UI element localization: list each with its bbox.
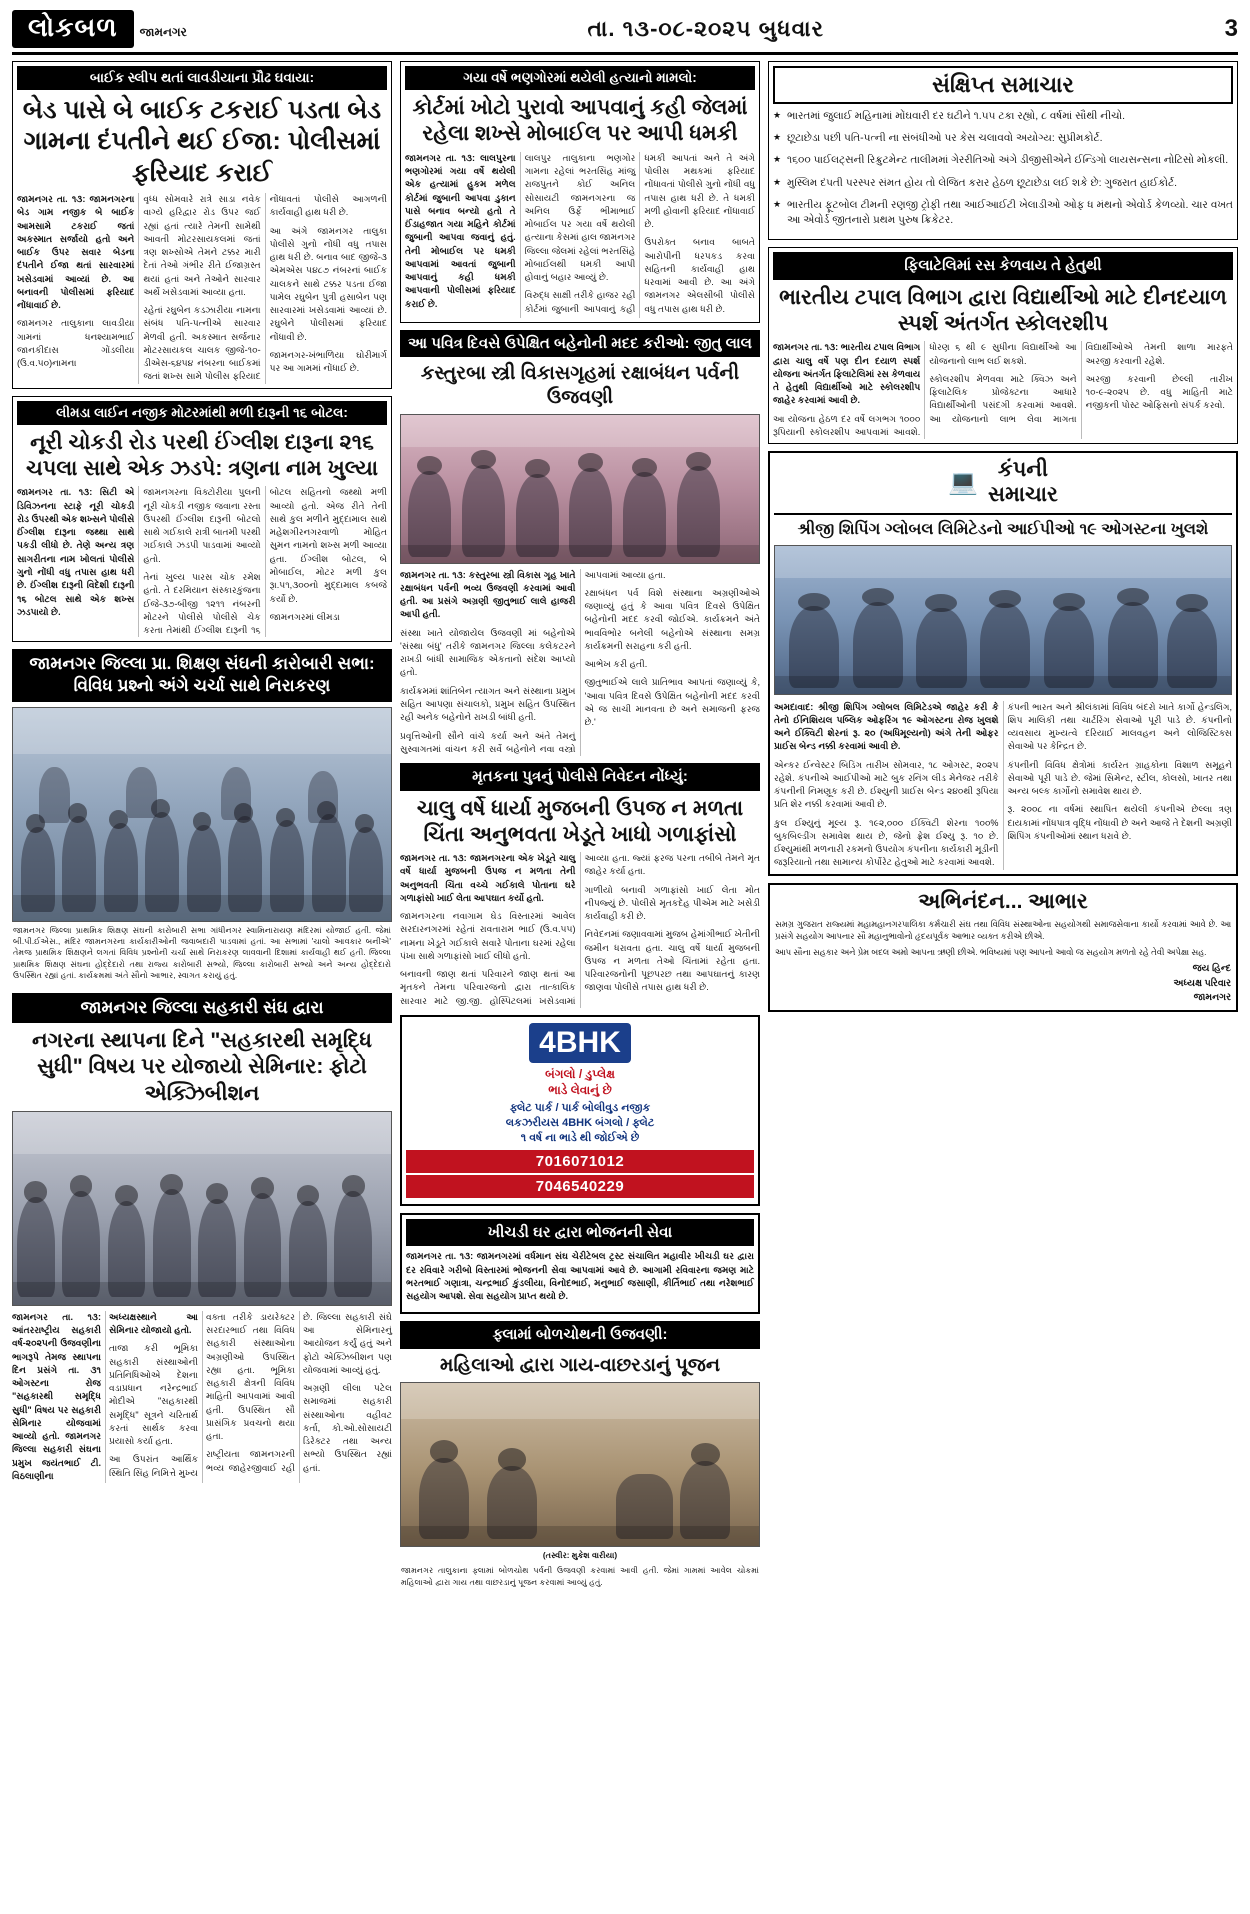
paragraph: જામનગર તા. ૧૩: લાલપુરના ભણગોરમાં ગયા વર્ષે થયેલી એક હત્યામાં હુકમ મળેલ કોર્ટમાં જુબાની આપવા ડુકાન પાસે બનાવ બન્યો હતો તે ઈંડાહજાત ગયા મહિને કોર્ટમાં જુબાની આપવા જવાનું હતું. તેની મોબાઈલ પર ધમકી આપવામાં આવતાં જુબાની આપવાનું કહી ધમકી આપવાની પોલીસમાં ફરિયાદ કરાઈ છે. <box>405 152 516 309</box>
column-right <box>768 61 1238 1896</box>
list-item: ★ ભારતીય ફૂટબોલ ટીમની રણજી ટ્રોફી તથા આઈઆઈટી ખેલાડીઓ ઓફ ધ મંથનો એવોર્ડ કેળવ્યો. ચાર વખત આ એવોર્ડ જીતનારો પ્રથમ પુરુષ ક્રિકેટર. <box>773 198 1233 228</box>
paragraph: રૂ. ૨૦૦૮ ના વર્ષમાં સ્થાપિત થયેલી કંપનીએ છેલ્લા ત્રણ દાયકામાં નોંધપાત્ર વૃદ્ધિ નોંધાવી છે અને આજે તે દેશની અગ્રણી શિપિંગ કંપનીઓમાં સ્થાન ધરાવે છે. <box>1007 804 1232 841</box>
section-bar: ફ્લામાં બોળચોથની ઉજવણી: <box>400 1321 760 1349</box>
section-bar: જામનગર જિલ્લા સહકારી સંઘ દ્વારા <box>12 993 392 1023</box>
kicker: લીમડા લાઈન નજીક મોટરમાંથી મળી દારૂની ૧૬ બોટલ: <box>17 401 387 425</box>
paragraph: અગ્રણી લીલા પટેલ સમાજમાં સહકારી સંસ્થાઓના વહીવટ કર્તા, કો.ઓ.સોસાયટી ડિરેક્ટર તથા અન્ય સભ્યો ઉપસ્થિત રહ્યાં હતાં. <box>303 1383 392 1473</box>
ad-line-2: ભાડે લેવાનું છે <box>548 1083 612 1098</box>
column-left <box>12 61 392 1896</box>
paragraph: જામનગર-ખંભાળિયા ઘોરીમાર્ગ પર આ ગામમાં નોંધાઈ છે. <box>269 349 387 374</box>
divider <box>774 513 1232 515</box>
photo-ipo-launch <box>774 545 1232 695</box>
article-khichdi-ghar <box>400 1213 760 1315</box>
paragraph: જામનગર તા. ૧૩: ભારતીય ટપાલ વિભાગ દ્વારા ચાલુ વર્ષે પણ દીન દયાળ સ્પર્શ યોજના અંતર્ગત ફિલાટેલિમાં રસ કેળવાય તે હેતુથી વિદ્યાર્થીઓ માટે સ્કોલરશીપ જાહેર કરવામાં આવી છે. <box>773 342 921 406</box>
paragraph: તાજા કરી ભૂમિકા સહકારી સંસ્થાઓની પ્રતિનિધિઓએ દેશના વડાપ્રધાન નરેન્દ્રભાઈ મોદીએ "સહકારથી સમૃદ્ધિ" સૂત્રને ચરિતાર્થ કરતાં સાર્થક કરવા પ્રયાસો કર્યા હતા. <box>109 1343 198 1447</box>
page-columns <box>12 61 1238 1896</box>
signature-line-3: જામનગર <box>1193 991 1231 1003</box>
headline: ચાલુ વર્ષે ધાર્યા મુજબની ઉપજ ન મળતા ચિંતા અનુભવતા ખેડૂતે ખાધો ગળાફાંસો <box>416 796 744 846</box>
photo-caption: જામનગર તાલુકાના ફ્લામાં બોળચોથ પર્વની ઉજવણી કરવામાં આવી હતી. જેમાં ગામમાં આવેલ ચોકમાં મહિલાઓ દ્વારા ગાય તથા વાછરડાનું પૂજન કરવામાં આવ્યું હતું. <box>401 1566 759 1587</box>
brief-news-list <box>773 109 1233 228</box>
headline: ભારતીય ટપાલ વિભાગ દ્વારા વિદ્યાર્થીઓ માટે દીનદયાળ સ્પર્શ અંતર્ગત સ્કોલરશીપ <box>779 285 1227 336</box>
headline: શ્રીજી શિપિંગ ગ્લોબલ લિમિટેડનો આઈપીઓ ૧૯ ઓગસ્ટના ખુલશે <box>797 520 1209 538</box>
article-body <box>400 569 760 756</box>
paragraph: કાર્યક્રમમાં શાંતિબેન ત્યાગત અને સંસ્થાના પ્રમુખ સહિત આપણા સંચાલકો, પ્રમુખ સહિત ઉપસ્થિત રહી અનેક બહેનોને રાખડી બાંધી હતી. <box>400 685 576 723</box>
list-item: ★ ભારતમાં જુલાઈ મહિનામાં મોંઘવારી દર ઘટીને ૧.૫૫ ટકા રહ્યો, ૮ વર્ષમાં સૌથી નીચો. <box>773 109 1233 124</box>
photo-foreground <box>401 1526 759 1546</box>
paragraph: પ્રવૃત્તિઓની સૌને વાંચે કર્યા અને અંતે તેમનું સુસ્વાગતમાં વાંચન કરી સર્વે બહેનોને નવા વસ્ત્રો આપવામાં આવ્યા હતા. <box>400 569 666 754</box>
paragraph: તેનાં ખુલ્ય પારસ ચોક રમેશ હતો. તે દરમિયાન સંસ્કારકુંજના ઈજે-૩૭-બીજી ૧૨૧૧ નંબરની મોટરને પોલીસે પોલીસે ચેક કરતા તેમાંથી ઈંગ્લીશ દારૂની ૧૬ બોટલ સહિતનો જથ્થો મળી આવ્યો હતો. એજ રીતે તેની સાથે કુલ મળીને મુદ્દામાલ સાથે મહેશગીરનગરવાળો મોહિત સુમન નામનો શખ્સ મળી આવ્યા હતા. ઈંગ્લીશ બોટલ, બે મોબાઈલ, મોટર મળી કુલ રૂા.૫૧,૩૦૦નો મુદ્દામાલ કબજે કર્યો છે. <box>143 487 387 636</box>
photo-figures <box>401 1383 759 1546</box>
logo-subtitle: જામનગર <box>139 25 187 39</box>
section-bar: જામનગર જિલ્લા પ્રા. શિક્ષણ સંઘની કારોબારી સભા: વિવિધ પ્રશ્નો અંગે ચર્ચા સાથે નિરાકરણ <box>12 649 392 701</box>
paragraph: જામનગરના નવાગામ ઘેડ વિસ્તારમાં આવેલ સરદારનગરમાં રહેતાં રાવતારામ ભાઈ (ઉ.વ.૫૫) નામના ખેડૂતે ગઈકાલે સવારે પોતાના ઘરમાં રહેલા પંખા સાથે ગળાફાંસો ખાઈ લીધો હતો. <box>400 911 576 961</box>
article-farmer-suicide <box>400 763 760 1008</box>
photo-foreground <box>775 676 1231 694</box>
article-body <box>405 152 755 318</box>
company-news-title-1: કંપની <box>997 458 1048 482</box>
article-scholarship <box>768 247 1238 444</box>
paragraph: ગાળીયો બનાવી ગળાફાંસો ખાઈ લેતા મોત નીપજ્યું છે. પોલીસે મૃતકદેહ પીએમ માટે ખસેડી કાર્યવાહી કરી છે. <box>584 884 760 922</box>
section-bar: આ પવિત્ર દિવસે ઉપેક્ષિત બહેનોની મદદ કરીઓ: જીતુ લાલ <box>400 330 760 358</box>
headline: નગરના સ્થાપના દિને "સહકારથી સમૃદ્ધિ સુધી" વિષય પર યોજાયો સેમિનાર: ફોટો એક્ઝિબીશન <box>32 1029 372 1105</box>
paragraph: વૃધ્ધ સોમવારે રાત્રે સાડા નવેક વાગ્યે હરિદ્વાર રોડ ઉપર જઈ રહ્યાં હતાં ત્યારે તેમની સામેથી આવતી મોટરસાયકલમાં જતાં ત્રણ શખ્સોએ તેમને ટક્કર મારી દેતાં તેઓ ગંભીર રીતે ઈજાગ્રસ્ત થયાં હતાં અને તેઓને સારવાર અર્થે ખસેડવામાં આવ્યા હતા. <box>143 193 261 297</box>
photo-credit: (તસ્વીર: મુકેશ વારીયા) <box>542 1550 618 1560</box>
photo-caption: જામનગર જિલ્લા પ્રાથમિક શિક્ષણ સંઘની કારોબારી સભા ગાંધીનગર સ્વામિનારાયણ મંદિરમાં યોજાઈ હતી. જેમાં બી.પી.ઈએસ., મંદિર જામનગરના કાર્યકારીઓની જવાબદારી પાડવામાં હતાં. આ સભામાં 'ચાલો આવકાર બનીએ' તેમજ પ્રાથમિક શિક્ષણને લગતાં વિવિધ પ્રશ્નોની ચર્ચા સાથે નિરાકરણ લાવવાની દિશામાં કાર્યવાહી થઈ હતી. જિલ્લા પ્રાથમિક શિક્ષણ સંઘના હોદ્દેદારો તથા રાજ્ય કારોબારી સભ્યો, જિલ્લા કારોબારી સભ્યો અને અન્ય હોદ્દેદારો ઉપસ્થિત રહ્યાં હતાં. કાર્યક્રમમાં અંતે સૌનો આભાર, સ્વાગત કરાયું હતું. <box>13 925 391 981</box>
article-body <box>774 701 1232 870</box>
article-body <box>17 193 387 384</box>
photo-figures <box>401 415 759 563</box>
photo-figures <box>775 546 1231 694</box>
ad-line-1: બંગલો / ડુપ્લેક્ષ <box>545 1066 615 1081</box>
article-court-threat <box>400 61 760 323</box>
paragraph: જામનગર તા. ૧૩: કસ્તુરબા સ્ત્રી વિકાસ ગૃહ ખાતે રક્ષાબંધન પર્વની ભવ્ય ઉજવણી કરવામાં આવી હતી. આ પ્રસંગે અગ્રણી જીતુભાઈ લાલે હાજરી આપી હતી. <box>400 569 576 620</box>
list-item: ★ ૧૬૦૦ પાઈલટ્સની રિક્રુટમેન્ટ તાલીમમાં ગેરરીતિઓ અંગે ડીજીસીએને ઈન્ડિગો લાયસન્સના નોટિસો મોકલી. <box>773 153 1233 168</box>
photo-education-meeting <box>12 707 392 922</box>
article-body <box>12 1311 392 1483</box>
notice-title: અભિનંદન... આભાર <box>918 889 1088 913</box>
photo-foreground <box>13 895 391 921</box>
classified-ad-4bhk[interactable] <box>400 1015 760 1206</box>
section-bar: ફિલાટેલિમાં રસ કેળવાય તે હેતુથી <box>773 252 1233 280</box>
laptop-icon: 💻 <box>948 468 979 496</box>
paragraph: આભેખ કરી હતી. <box>584 659 648 670</box>
paragraph: જામનગર તા. ૧૩: જામનગરના બેડ ગામ નજીક બે બાઈક આમસામે ટકરાઈ જતાં અકસ્માત સર્જાયો હતો અને બાઈક ઉપર સવાર બેડના દંપતીને ઈજા થતાં સારવારમાં ખસેડવામાં આવ્યાં છે. આ બનાવની પોલીસમાં ફરિયાદ નોંધાવાઈ છે. <box>17 193 135 311</box>
paragraph: રક્ષાબંધન પર્વ વિશે સંસ્થાના અગ્રણીઓએ જણાવ્યું હતું કે આવા પવિત્ર દિવસે ઉપેક્ષિત બહેનોની મદદ કરવી જોઈએ. કાર્યક્રમને અંતે ભાવવિભોર બનેલી બહેનોએ સંસ્થાના સમગ્ર કાર્યક્રમની સરાહના કરી હતી. <box>584 587 760 651</box>
list-item: ★ છૂટાછેડા પછી પતિ-પત્ની ના સંબંધીઓ પર કેસ ચલાવવો અયોગ્ય: સુપ્રીમકોર્ટ. <box>773 131 1233 146</box>
paragraph: જીતુભાઈએ લાલે પ્રાતિભાવ આપતાં જણાવ્યું કે, 'આવા પવિત્ર દિવસે ઉપેક્ષિત બહેનોની મદદ કરવી એ જ સાચી માનવતા છે અને સમાજની ફરજ છે.' <box>584 677 760 728</box>
section-bar: ખીચડી ઘર દ્વારા ભોજનની સેવા <box>406 1219 754 1247</box>
article-body-with-ad <box>400 852 760 1008</box>
paragraph: બનાવની જાણ થતાં પરિવારને જાણ થતાં આ મૃતકને તેમના પરિવારજનો દ્વારા તાત્કાલિક સારવાર માટે જી.જી. હોસ્પિટલમાં ખસેડવામાં આવ્યા હતા. જ્યાં ફરજ પરના તબીબે તેમને મૃત જાહેર કર્યા હતા. <box>400 853 760 1006</box>
notice-abhinandan <box>768 883 1238 1012</box>
paragraph: જામનગર તા. ૧૩: જામનગરમાં વર્ધમાન સંઘ ચેરીટેબલ ટ્રસ્ટ સંચાલિત મહાવીર ખીચડી ઘર દ્વારા દર રવિવારે ગરીબો વિસ્તારમાં ભોજનની સેવા આપવામાં આવે છે. આગામી રવિવારના જમણ માટે ભરતભાઈ ગણાત્રા, ચન્દ્રભાઈ કુંડલીયા, વિનોદભાઈ, મનુભાઈ જસાણી, કીર્તિભાઈ તથા નરેશભાઈ સહયોગ આપશે. સેવા સહયોગ પ્રાપ્ત થયો છે. <box>406 1251 754 1302</box>
photo-foreground <box>13 1282 391 1305</box>
photo-cow-worship <box>400 1382 760 1547</box>
headline: બેડ પાસે બે બાઈક ટકરાઈ પડતા બેડ ગામના દંપતીને થઈ ઈજા: પોલીસમાં ફરિયાદ કરાઈ <box>22 96 382 187</box>
paragraph: સંસ્થા ખાતે યોજાયેલ ઉજવણી માં બહેનોએ 'સંસ્થા બંધુ' તરીકે જામનગર જિલ્લા કલેકટરને રાખડી બાંધી સામાજિક એકતાનો સંદેશ આપ્યો હતો. <box>400 627 576 678</box>
brief-news-box <box>768 61 1238 240</box>
masthead <box>12 10 1238 55</box>
paragraph: રાષ્ટ્રીયતા જામનગરની ભવ્ય જાહેરજીવાઈ રહી છે. જિલ્લા સહકારી સંઘે આ સેમિનારનું આયોજન કર્યું હતું અને ફોટો એક્ઝિબીશન પણ યોજવામાં આવ્યું હતું. <box>206 1311 392 1473</box>
headline: નૂરી ચોકડી રોડ પરથી ઈંગ્લીશ દારૂના ૨૧૬ ચપલા સાથે એક ઝડપે: ત્રણના નામ ખુલ્યા <box>25 430 379 481</box>
paragraph: નિવેદનમાં જણાવવામાં મુજબ હેમાંગીભાઈ ખેતીની જમીન ધરાવતા હતા. ચાલુ વર્ષે ધાર્યા મુજબની ઉપજ ન મળતા તેઓ ચિંતામાં રહેતા હતા. પરિવારજનોની પૂછપરછ તથા આપઘાતનું કારણ જાણવા પોલીસે તપાસ હાથ ધરી છે. <box>584 929 760 993</box>
photo-figures <box>13 1112 391 1305</box>
ad-line-3: ફ્લેટ પાર્ક / પાર્ક બોલીવુડ નજીક <box>509 1102 651 1115</box>
paragraph: વિરુદ્ધ સાક્ષી તરીકે હાજર રહી કોર્ટમાં જુબાની આપવાનું કહી ધમકી આપતાં અને તે અંગે પોલીસ મથકમાં ફરિયાદ નોંધાવતાં પોલીસે ગુનો નોંધી વધુ તપાસ હાથ ધરી છે. તે ધમકી મળી હોવાની ફરિયાદ નોંધાવાઈ છે. <box>524 152 755 314</box>
column-middle <box>400 61 760 1896</box>
ad-bhk-badge: 4BHK <box>529 1023 631 1063</box>
publication-date: તા. ૧૩-૦૮-૨૦૨૫ બુધવાર <box>587 16 825 41</box>
article-education-union <box>12 649 392 986</box>
paragraph: કુલ ઈશ્યુનું મૂલ્ય રૂ. ૧૯૨,૦૦૦ ઈક્વિટી શેરના ૧૦૦% બુકબિલ્ડીંગ સમાવેશ થાય છે, જેનો ફ્રેશ ઈશ્યુ રૂ. ૧૦ છે. ઈશ્યુમાંથી મળનારી રકમનો ઉપયોગ કંપનીના કાર્યકારી મૂડીની જરૂરિયાતો તથા સામાન્ય કોર્પોરેટ હેતુઓ માટે કરવામાં આવશે. <box>774 817 999 868</box>
article-liquor-seizure <box>12 396 392 643</box>
ad-phone-2[interactable]: 7046540229 <box>406 1175 754 1198</box>
paragraph: લાલપુર તાલુકાના ભણગોર ગામના રહેલાં ભરતસિંહ માંજુ રાજપુતને કોઈ અનિલ સોસાયટી જામનગરના જ અનિલ ઉર્ફે ભીમાભાઈ મોબાઈલ પર ગયા વર્ષે થયેલી હત્યાના કેસમાં હાલ જામનગર જિલ્લા જેલમાં રહેલાં ભરતસિંહે મોબાઈલથી ધમકી આપી હોવાનું બહાર આવ્યું છે. <box>524 152 636 283</box>
paragraph: એન્કર ઈન્વેસ્ટર બિડિંગ તારીખ સોમવાર, ૧૮ ઓગસ્ટ, ૨૦૨૫ રહેશે. કંપનીએ આઈપીઓ માટે બુક રનિંગ લીડ મેનેજર તરીકે કંપનીની નિમણૂક કરી છે. ઈશ્યુની પ્રાઈસ બેન્ડ ૨૪૦થી રૂપિયા પ્રતિ શેર નક્કી કરવામાં આવી છે. <box>774 759 999 810</box>
ad-line-5: ૧ વર્ષ ના ભાડે થી જોઈએ છે <box>520 1132 640 1145</box>
signature-block <box>775 962 1231 1005</box>
paragraph: રહેતાં રઘુબેન કડઝારીયા નામના સંબંધ પતિ-પત્નીએ સારવાર મેળવી હતી. અકસ્માત સર્જનાર મોટરસાયકલ ચાલક જીજે-૧૦-ડીએસ-૬૪૫૪ નંબરના બાઈકમાં જતાં શખ્સ સામે પોલીસ ફરિયાદ નોંધાવતાં પોલીસે આગળની કાર્યવાહી હાથ ધરી છે. <box>143 193 387 382</box>
paragraph: અમદાવાદ: શ્રીજી શિપિંગ ગ્લોબલ લિમિટેડએ જાહેર કરી કે તેનો ઈનિશિયલ પબ્લિક ઓફરિંગ ૧૯ ઓગસ્ટના રોજ ખુલશે અને ઈક્વિટી શેરનાં રૂ. ૨૦ (અધિમૂલ્યનો) અંગે તેની ઓફર પ્રાઈસ બેન્ડ નક્કી કરવામાં આવી છે. <box>774 701 999 752</box>
article-bike-accident <box>12 61 392 389</box>
photo-rakshabandhan <box>400 414 760 564</box>
article-cooperative-seminar <box>12 993 392 1483</box>
article-bolchoth <box>400 1321 760 1592</box>
masthead-logo-wrap <box>12 10 187 48</box>
paragraph: આ અંગે જામનગર તાલુકા પોલીસે ગુનો નોંધી વધુ તપાસ હાથ ધરી છે. બનાવ બાદ જીજે-૩ એમએસ ૫૪૮૭ નંબરનાં બાઈક ચાલકને સાથે ટક્કર પડતા ઈજા પામેલ રઘુબેન પુત્રી હસાબેન પણ સારવારમાં ખસેડવામાં આવ્યાં છે. રઘુબેને પોલીસમાં ફરિયાદ નોંધાવી છે. <box>269 225 387 342</box>
kicker: બાઈક સ્લીપ થતાં લાવડીયાના પ્રૌઢ ઘવાયા: <box>17 66 387 90</box>
paragraph: જામનગર તા. ૧૩: સિટી એ ડિવિઝનના સ્ટાફે નૂરી ચોકડી રોડ ઉપરથી એક શખ્સને પોલીસે ઈંગ્લીશ દારૂના જથ્થા સાથે પકડી લીધો છે. તેણે અન્ય ત્રણ સાગરીતના નામ ખોલતાં પોલીસે ગુનો નોંધી વધુ તપાસ હાથ ધરી છે. ઈંગ્લીશ દારૂની વિદેશી દારૂની ૧૬ બોટલ સાથે એક શખ્સ ઝડપાયો છે. <box>17 487 135 617</box>
paragraph: આ ઉપરાંત આર્થિક સ્થિતિ સિંહ નિમિત્તે મુખ્ય વક્તા તરીકે ડાયરેક્ટર સરદારભાઈ તથા વિવિધ સહકારી સંસ્થાઓના અગ્રણીઓ ઉપસ્થિત રહ્યા હતા. ભૂમિકા સહકારી ક્ષેત્રની વિવિધ માહિતી આપવામાં આવી હતી. ઉપસ્થિત સૌ પ્રાસંગિક પ્રવચનો થયા હતા. <box>109 1311 295 1478</box>
paragraph: કંપની ભારત અને શ્રીલંકામાં વિવિધ બંદરો ખાતે કાર્ગો હેન્ડલિંગ, શિપ માલિકી તથા ચાર્ટરિંગ સેવાઓ પૂરી પાડે છે. કંપનીનો વ્યવસાય મુખ્યત્વે દરિયાઈ માલવહન અને લોજિસ્ટિક્સ સેવાઓ પર કેન્દ્રિત છે. <box>1007 701 1232 752</box>
paragraph: અરજી કરવાની છેલ્લી તારીખ ૧૦-૯-૨૦૨૫ છે. વધુ માહિતી માટે નજીકની પોસ્ટ ઓફિસનો સંપર્ક કરવો. <box>1085 373 1233 411</box>
headline: મહિલાઓ દ્વારા ગાય-વાછરડાનું પૂજન <box>440 1354 720 1376</box>
article-rakshabandhan <box>400 330 760 756</box>
article-body <box>400 852 760 1008</box>
paragraph: જામનગરમાં લીમડા <box>269 611 340 622</box>
photo-seminar <box>12 1111 392 1306</box>
paragraph: કંપનીની વિવિધ ક્ષેત્રોમાં કાર્યરત ગ્રાહકોના વિશાળ સમૂહને સેવાઓ પૂરી પાડે છે. જેમાં સિમેન્ટ, સ્ટીલ, કોલસો, ખાતર તથા અન્ય બલ્ક કાર્ગોનો સમાવેશ થાય છે. <box>1007 759 1232 797</box>
signature-line-2: અધ્યક્ષ પરિવાર <box>1173 977 1231 989</box>
paragraph: આ યોજના હેઠળ દર વર્ષે લગભગ ૧૦૦૦ રૂપિયાની સ્કોલરશીપ આપવામાં આવશે. ધોરણ ૬ થી ૯ સુધીના વિદ્યાર્થીઓ આ યોજનાનો લાભ લઈ શકશે. <box>773 342 1077 437</box>
photo-figures <box>13 708 391 921</box>
paragraph: ઉપરોક્ત બનાવ બાબતે આરોપીની ધરપકડ કરવા સહિતની કાર્યવાહી હાથ ધરવામાં આવી છે. આ અંગે જામનગર એલસીબી પોલીસે વધુ તપાસ હાથ ધરી છે. <box>644 237 755 314</box>
paragraph: સમગ્ર ગુજરાત રાજ્યમાં મહામહાનગરપાલિકા કર્મચારી સંઘ તથા વિવિધ સંસ્થાઓના સહયોગથી સમાજસેવાના કાર્યો કરવામાં આવે છે. આ પ્રસંગે સહયોગ આપનાર સૌ મહાનુભાવોનો હૃદયપૂર્વક આભાર વ્યક્ત કરીએ છીએ. <box>775 918 1231 941</box>
headline: કસ્તુરબા સ્ત્રી વિકાસગૃહમાં રક્ષાબંધન પર્વની ઉજવણી <box>420 363 740 408</box>
paragraph: જામનગરના વિક્ટોરીયા પુલની નૂરી ચોકડી નજીક જવાના રસ્તા ઉપરથી ઈંગ્લીશ દારૂની બોટલો સાથે ગઈકાલે રાત્રી બાતમી પરથી ગઈકાલે ઝડપી પાડવામાં આવ્યો હતો. <box>143 487 261 564</box>
list-item: ★ મુસ્લિમ દંપતી પરસ્પર સંમત હોય તો લેજિત કરાર હેઠળ છૂટાછેડા લઈ શકે છે: ગુજરાત હાઈકોર્ટ. <box>773 176 1233 191</box>
signature-line-1: જય હિન્દ <box>1192 963 1231 975</box>
photo-foreground <box>401 545 759 563</box>
ad-line-4: લકઝરીયસ 4BHK બંગલો / ફ્લેટ <box>505 1117 655 1130</box>
section-bar: મૃતકના પુત્રનું પોલીસે નિવેદન નોંધ્યું: <box>400 763 760 791</box>
paragraph: જામનગર તા. ૧૩: આંતરરાષ્ટ્રીય સહકારી વર્ષ-૨૦૨૫ની ઉજવણીના ભાગરૂપે તેમજ સ્થાપના દિન પ્રસંગે તા. ૩૧ ઓગસ્ટના રોજ "સહકારથી સમૃદ્ધિ સુધી" વિષય પર સહકારી સેમિનાર યોજવામાં આવ્યો હતો. જામનગર જિલ્લા સહકારી સંઘના પ્રમુખ જયંતભાઈ ટી. વિઠલાણીના અધ્યક્ષસ્થાને આ સેમિનાર યોજાયો હતો. <box>12 1311 198 1481</box>
article-body <box>17 486 387 637</box>
paragraph: સ્કોલરશીપ મેળવવા માટે ક્વિઝ અને ફિલાટેલિક પ્રોજેક્ટના આધારે વિદ્યાર્થીઓની પસંદગી કરવામાં આવશે. આ યોજનાનો લાભ લેવા માગતા વિદ્યાર્થીઓએ તેમની શાળા મારફતે અરજી કરવાની રહેશે. <box>929 342 1233 424</box>
kicker: ગયા વર્ષે ભણગોરમાં થયેલી હત્યાનો મામલો: <box>405 66 755 90</box>
paragraph: જામનગર તાલુકાના લાવડીયા ગામનાં ધનશ્યામભાઈ જાનકીદાસ ગોંડલીયા (ઉ.વ.૫૦)નામના <box>17 318 135 369</box>
company-news-header <box>774 457 1232 507</box>
section-title-brief-news: સંક્ષિપ્ત સમાચાર <box>773 66 1233 104</box>
paragraph: આપ સૌના સહકાર અને પ્રેમ બદલ અમો આપના ઋણી છીએ. ભવિષ્યમાં પણ આપનો આવો જ સહયોગ મળતો રહે તેવી અપેક્ષા સહ. <box>775 947 1207 958</box>
newspaper-logo: લોકબળ <box>12 10 134 48</box>
article-body <box>773 341 1233 439</box>
ad-phone-1[interactable]: 7016071012 <box>406 1150 754 1173</box>
company-news-title-2: સમાચાર <box>988 483 1058 507</box>
article-company-news <box>768 451 1238 876</box>
headline: કોર્ટમાં ખોટો પુરાવો આપવાનું કહી જેલમાં રહેલા શખ્સે મોબાઈલ પર આપી ધમકી <box>412 96 748 146</box>
page-number: 3 <box>1224 15 1238 42</box>
paragraph: જામનગર તા. ૧૩: જામનગરના એક ખેડૂતે ચાલુ વર્ષે ધાર્યા મુજબની ઉપજ ન મળતા તેની અનુભવતી ચિંતા વચ્ચે ગઈકાલે પોતાના ઘરે ગળાફાંસો ખાઈ લેતા આપઘાત કર્યો હતો. <box>400 853 576 903</box>
